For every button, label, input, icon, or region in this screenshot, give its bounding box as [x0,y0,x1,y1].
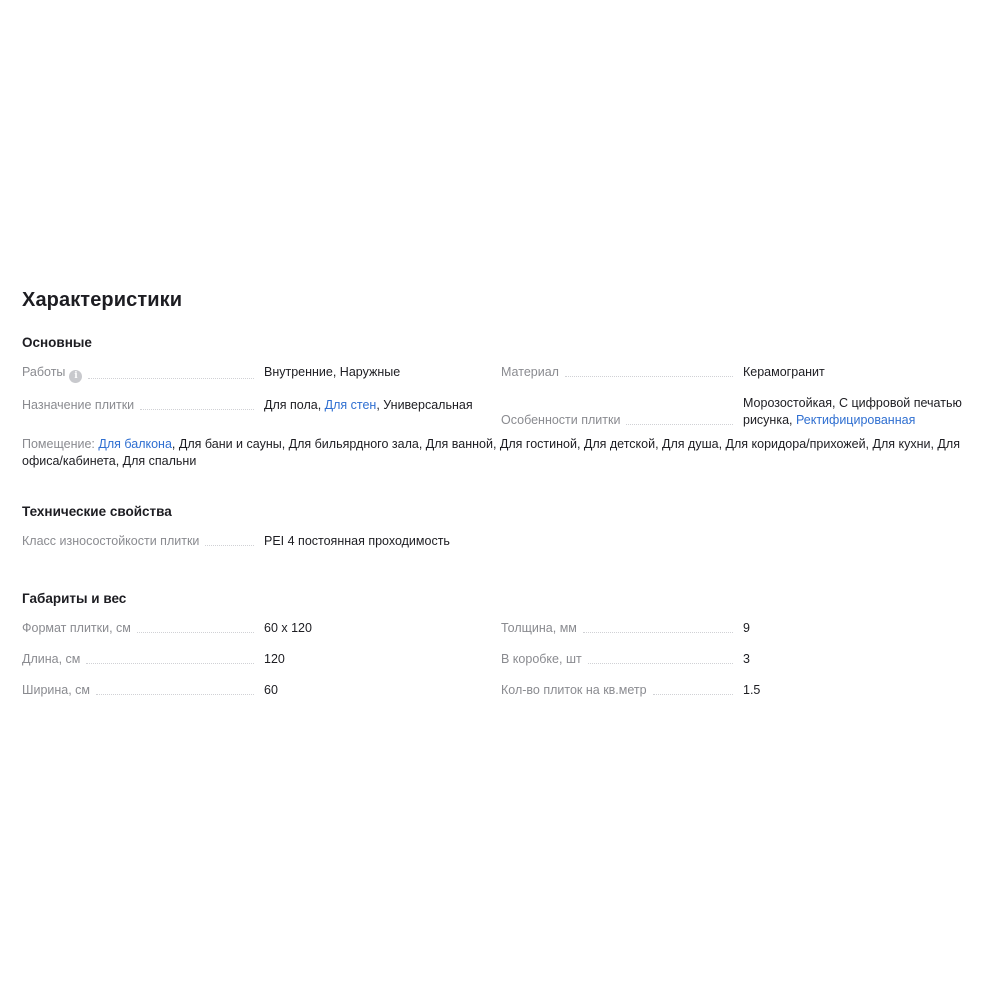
dotted-leader [86,662,254,664]
spec-row-format [22,620,501,637]
basic-left-column [22,364,501,429]
spec-row-features [501,395,972,429]
features-value-part: Морозостойкая, С цифровой печатью рисунка, [743,396,962,427]
works-label: Работы [22,365,66,379]
purpose-value-part: Для пола, [264,398,325,412]
purpose-value-part: , Универсальная [376,398,473,412]
dotted-leader [626,423,733,425]
dimensions-grid [22,620,972,699]
basic-right-column [501,364,972,429]
spec-label-works-text [22,364,82,383]
spec-label-thickness [501,620,743,637]
features-label: Особенности плитки [501,413,621,427]
width-label: Ширина, см [22,683,91,697]
spec-row-purpose [22,397,501,414]
spec-value-works: Внутренние, Наружные [264,365,401,379]
dimensions-right-column [501,620,972,699]
dotted-leader [96,693,254,695]
spec-value-wear: PEI 4 постоянная проходимость [264,534,450,548]
dotted-leader [205,544,254,546]
spec-row-width [22,682,501,699]
spec-label-wear [22,533,264,550]
room-label: Помещение: [22,437,99,451]
spec-row-per-sqm [501,682,972,699]
spec-label-purpose [22,397,264,414]
spec-value-box: 3 [743,652,750,666]
length-label: Длина, см [22,652,81,666]
spec-value-features [743,395,968,429]
thickness-label: Толщина, мм [501,621,577,635]
room-link-balcony[interactable]: Для балкона [98,437,172,451]
dotted-leader [588,662,733,664]
dotted-leader [140,408,254,410]
spec-row-material [501,364,972,381]
characteristics-panel [22,285,972,699]
spec-label-material [501,364,743,381]
spec-row-room [22,436,962,470]
spec-value-width: 60 [264,683,278,697]
dotted-leader [137,631,254,633]
spec-value-length: 120 [264,652,285,666]
spec-label-box [501,651,743,668]
spec-row-box [501,651,972,668]
spec-value-purpose [264,397,489,414]
dotted-leader [653,693,733,695]
section-heading-basic: Основные [22,335,92,350]
basic-grid [22,364,972,429]
spec-label-format [22,620,264,637]
spec-row-thickness [501,620,972,637]
format-label: Формат плитки, см [22,621,131,635]
box-label: В коробке, шт [501,652,582,666]
info-icon[interactable]: i [69,370,82,383]
spec-label-features [501,395,743,429]
section-technical [22,503,972,550]
spec-row-wear [22,533,501,550]
spec-value-format: 60 x 120 [264,621,312,635]
spec-label-width [22,682,264,699]
page-title: Характеристики [22,289,183,311]
dotted-leader [583,631,733,633]
per-sqm-label: Кол-во плиток на кв.метр [501,683,647,697]
spec-row-length [22,651,501,668]
spec-value-per-sqm: 1.5 [743,683,761,697]
section-heading-dimensions: Габариты и вес [22,591,127,606]
features-link-rectified[interactable]: Ректифицированная [795,413,916,427]
material-label: Материал [501,365,559,379]
dotted-leader [88,377,254,379]
spec-value-thickness: 9 [743,621,750,635]
section-dimensions [22,590,972,699]
spec-row-works [22,364,501,383]
spec-value-material: Керамогранит [743,365,825,379]
purpose-link-walls[interactable]: Для стен [324,398,377,412]
purpose-label: Назначение плитки [22,398,135,412]
wear-label: Класс износостойкости плитки [22,534,200,548]
technical-right-column [501,533,972,550]
spec-label-works [22,364,264,383]
section-basic [22,334,972,470]
technical-left-column [22,533,501,550]
dimensions-left-column [22,620,501,699]
spec-label-length [22,651,264,668]
room-value: , Для бани и сауны, Для бильярдного зала, Для ванной, Для гостиной, Для детской, Для душа, Для коридора/прихожей, Для кухни, Для офиса/кабинета, Для спальни [22,437,960,468]
dotted-leader [565,375,733,377]
spec-label-per-sqm [501,682,743,699]
technical-grid [22,533,972,550]
section-heading-technical: Технические свойства [22,504,172,519]
